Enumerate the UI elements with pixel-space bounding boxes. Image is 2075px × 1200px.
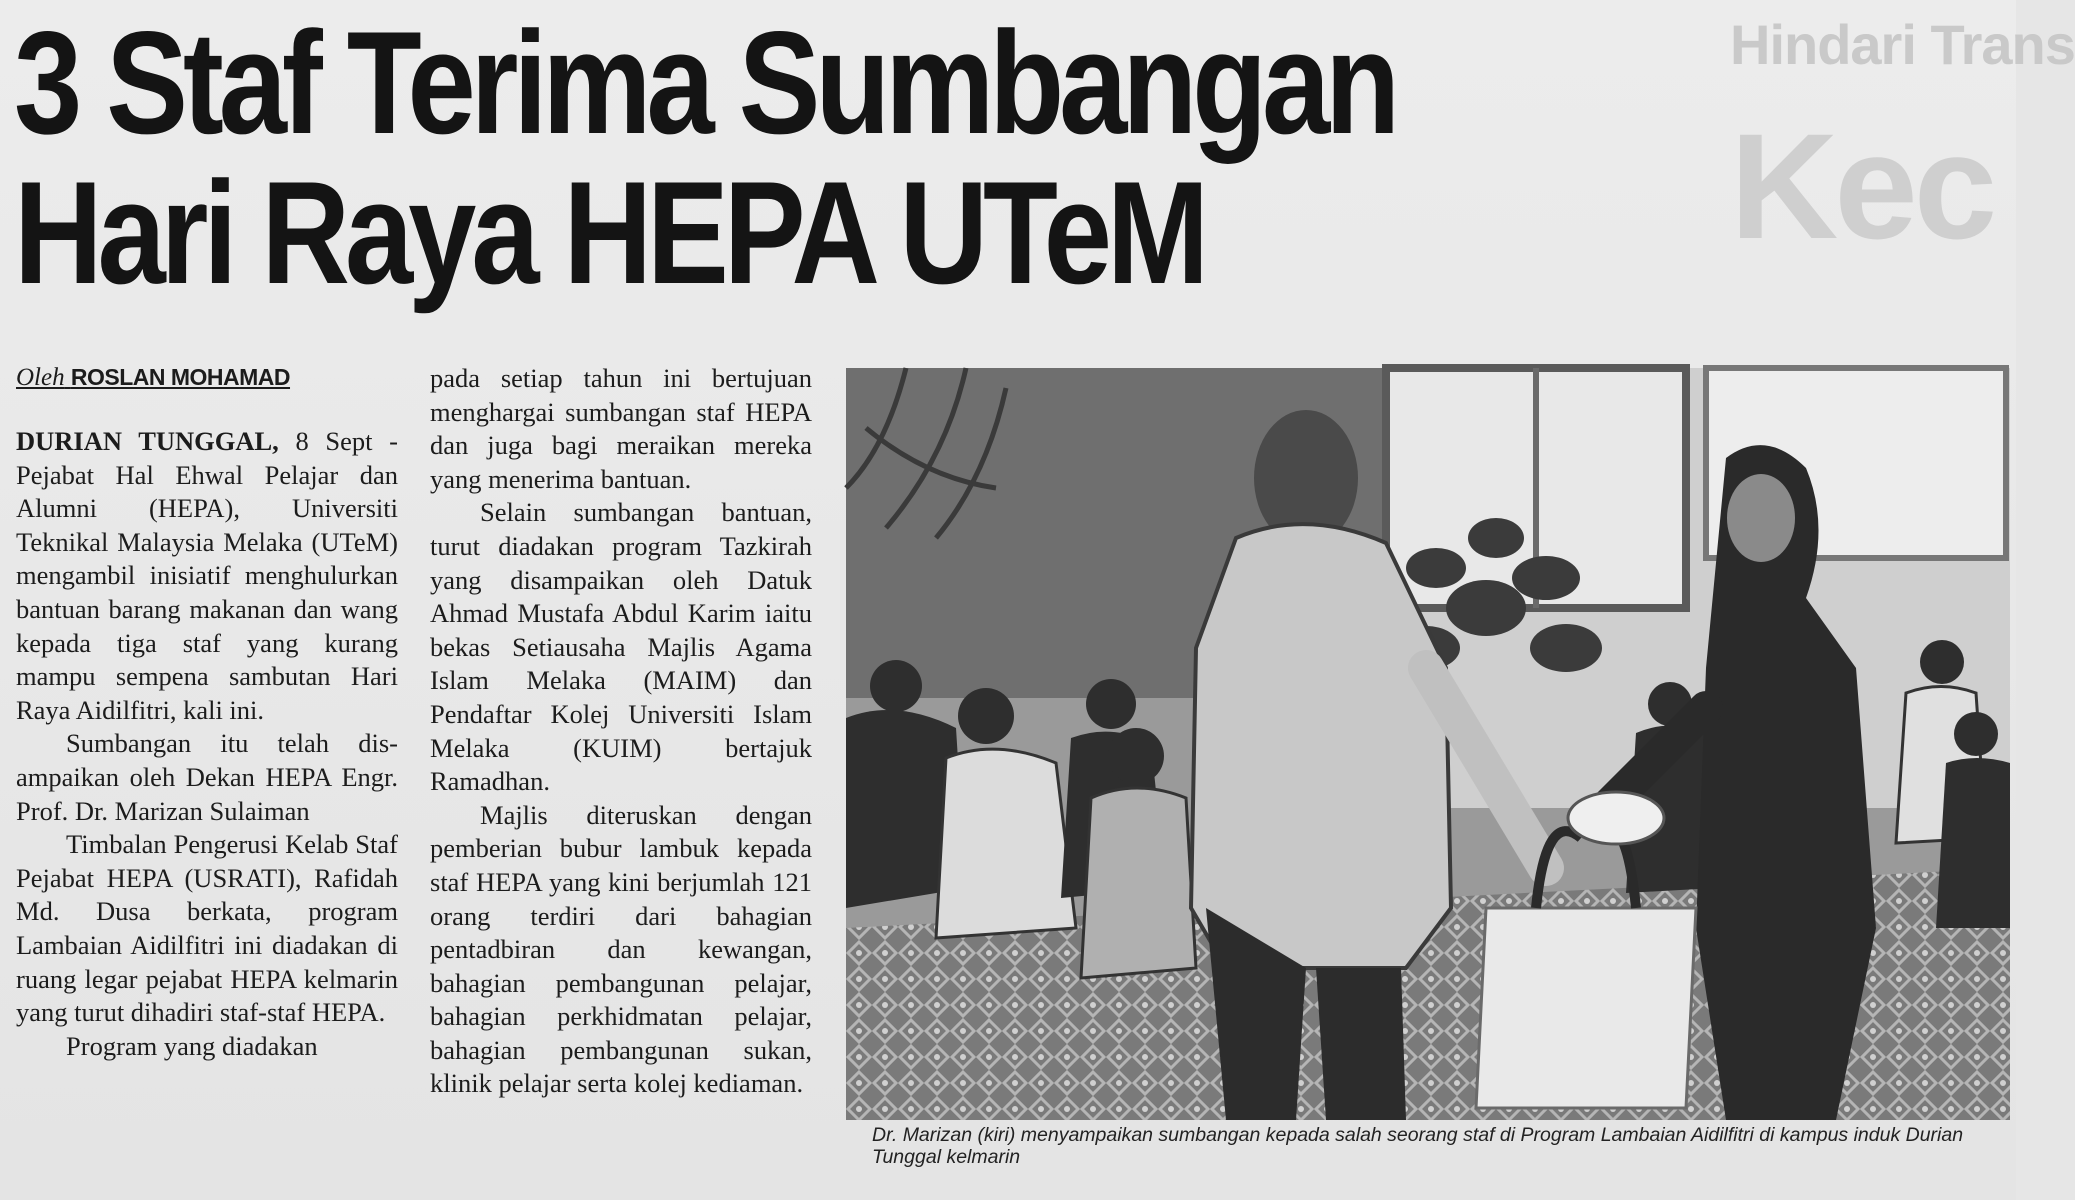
text-column-2	[430, 362, 812, 1101]
paragraph: Timbalan Pengerusi Kelab Staf Pejabat HEPA (USRATI), Rafidah Md. Dusa berkata, program Lambaian Aidilfitri ini diadakan di ruang legar pejabat HEPA kelmarin yang turut dihadiri staf-staf HEPA.	[16, 829, 398, 1028]
paragraph: Sumbangan itu telah disampaikan oleh Dekan HEPA Engr. Prof. Dr. Marizan Sulaiman	[16, 728, 398, 826]
article-photo	[846, 368, 2010, 1120]
paragraph: pada setiap tahun ini bertujuan menghargai sumbangan staf HEPA dan juga bagi meraikan mereka yang menerima bantuan.	[430, 363, 812, 494]
text-column-1	[16, 425, 398, 1063]
headline-line-1: 3 Staf Terima Sumbangan	[14, 1, 1396, 164]
paragraph: Program yang diadakan	[66, 1030, 318, 1061]
paragraph-text: 8 Sept - Pejabat Hal Ehwal Pelajar dan Alumni (HEPA), Universiti Teknikal Malaysia Melaka (UTeM) mengambil inisiatif menghulurkan bantuan barang makanan dan wang kepada tiga staf yang kurang mampu sempena sambutan Hari Raya Aidilfitri, kali ini.	[16, 426, 399, 725]
headline-line-2: Hari Raya HEPA UTeM	[14, 151, 1205, 314]
paragraph: Majlis diteruskan dengan pemberian bubur lambuk kepada staf HEPA yang kini berjumlah 121 orang terdiri dari bahagian pentadbiran dan kewangan, bahagian pembangunan pelajar, bahagian perkhidmatan pelajar, bahagian pembangunan sukan, klinik pelajar serta kolej kediaman.	[430, 799, 812, 1099]
adjacent-article-headline: Hindari Trans	[1730, 13, 2075, 76]
headline	[14, 1, 1396, 314]
byline-author: ROSLAN MOHAMAD	[70, 364, 291, 390]
adjacent-article-big-headline: Kec	[1730, 102, 1994, 270]
paragraph: Selain sumbangan bantuan, turut diadakan program Tazkirah yang disampaikan oleh Datuk Ahmad Mustafa Abdul Karim iaitu bekas Setiausaha Majlis Agama Islam Melaka (MAIM) dan Pendaftar Kolej Universiti Islam Melaka (KUIM) bertajuk Ramadhan.	[430, 497, 812, 797]
photo-caption: Dr. Marizan (kiri) menyampaikan sumbangan kepada salah seorang staf di Program Lambaian Aidilfitri di kampus induk Durian Tunggal kelmarin	[872, 1124, 1964, 1168]
byline-prefix: Oleh	[16, 364, 65, 391]
paragraph	[16, 425, 398, 727]
byline	[16, 364, 290, 392]
dateline: DURIAN TUNGGAL,	[16, 426, 279, 456]
photo-illustration	[846, 368, 2010, 1120]
